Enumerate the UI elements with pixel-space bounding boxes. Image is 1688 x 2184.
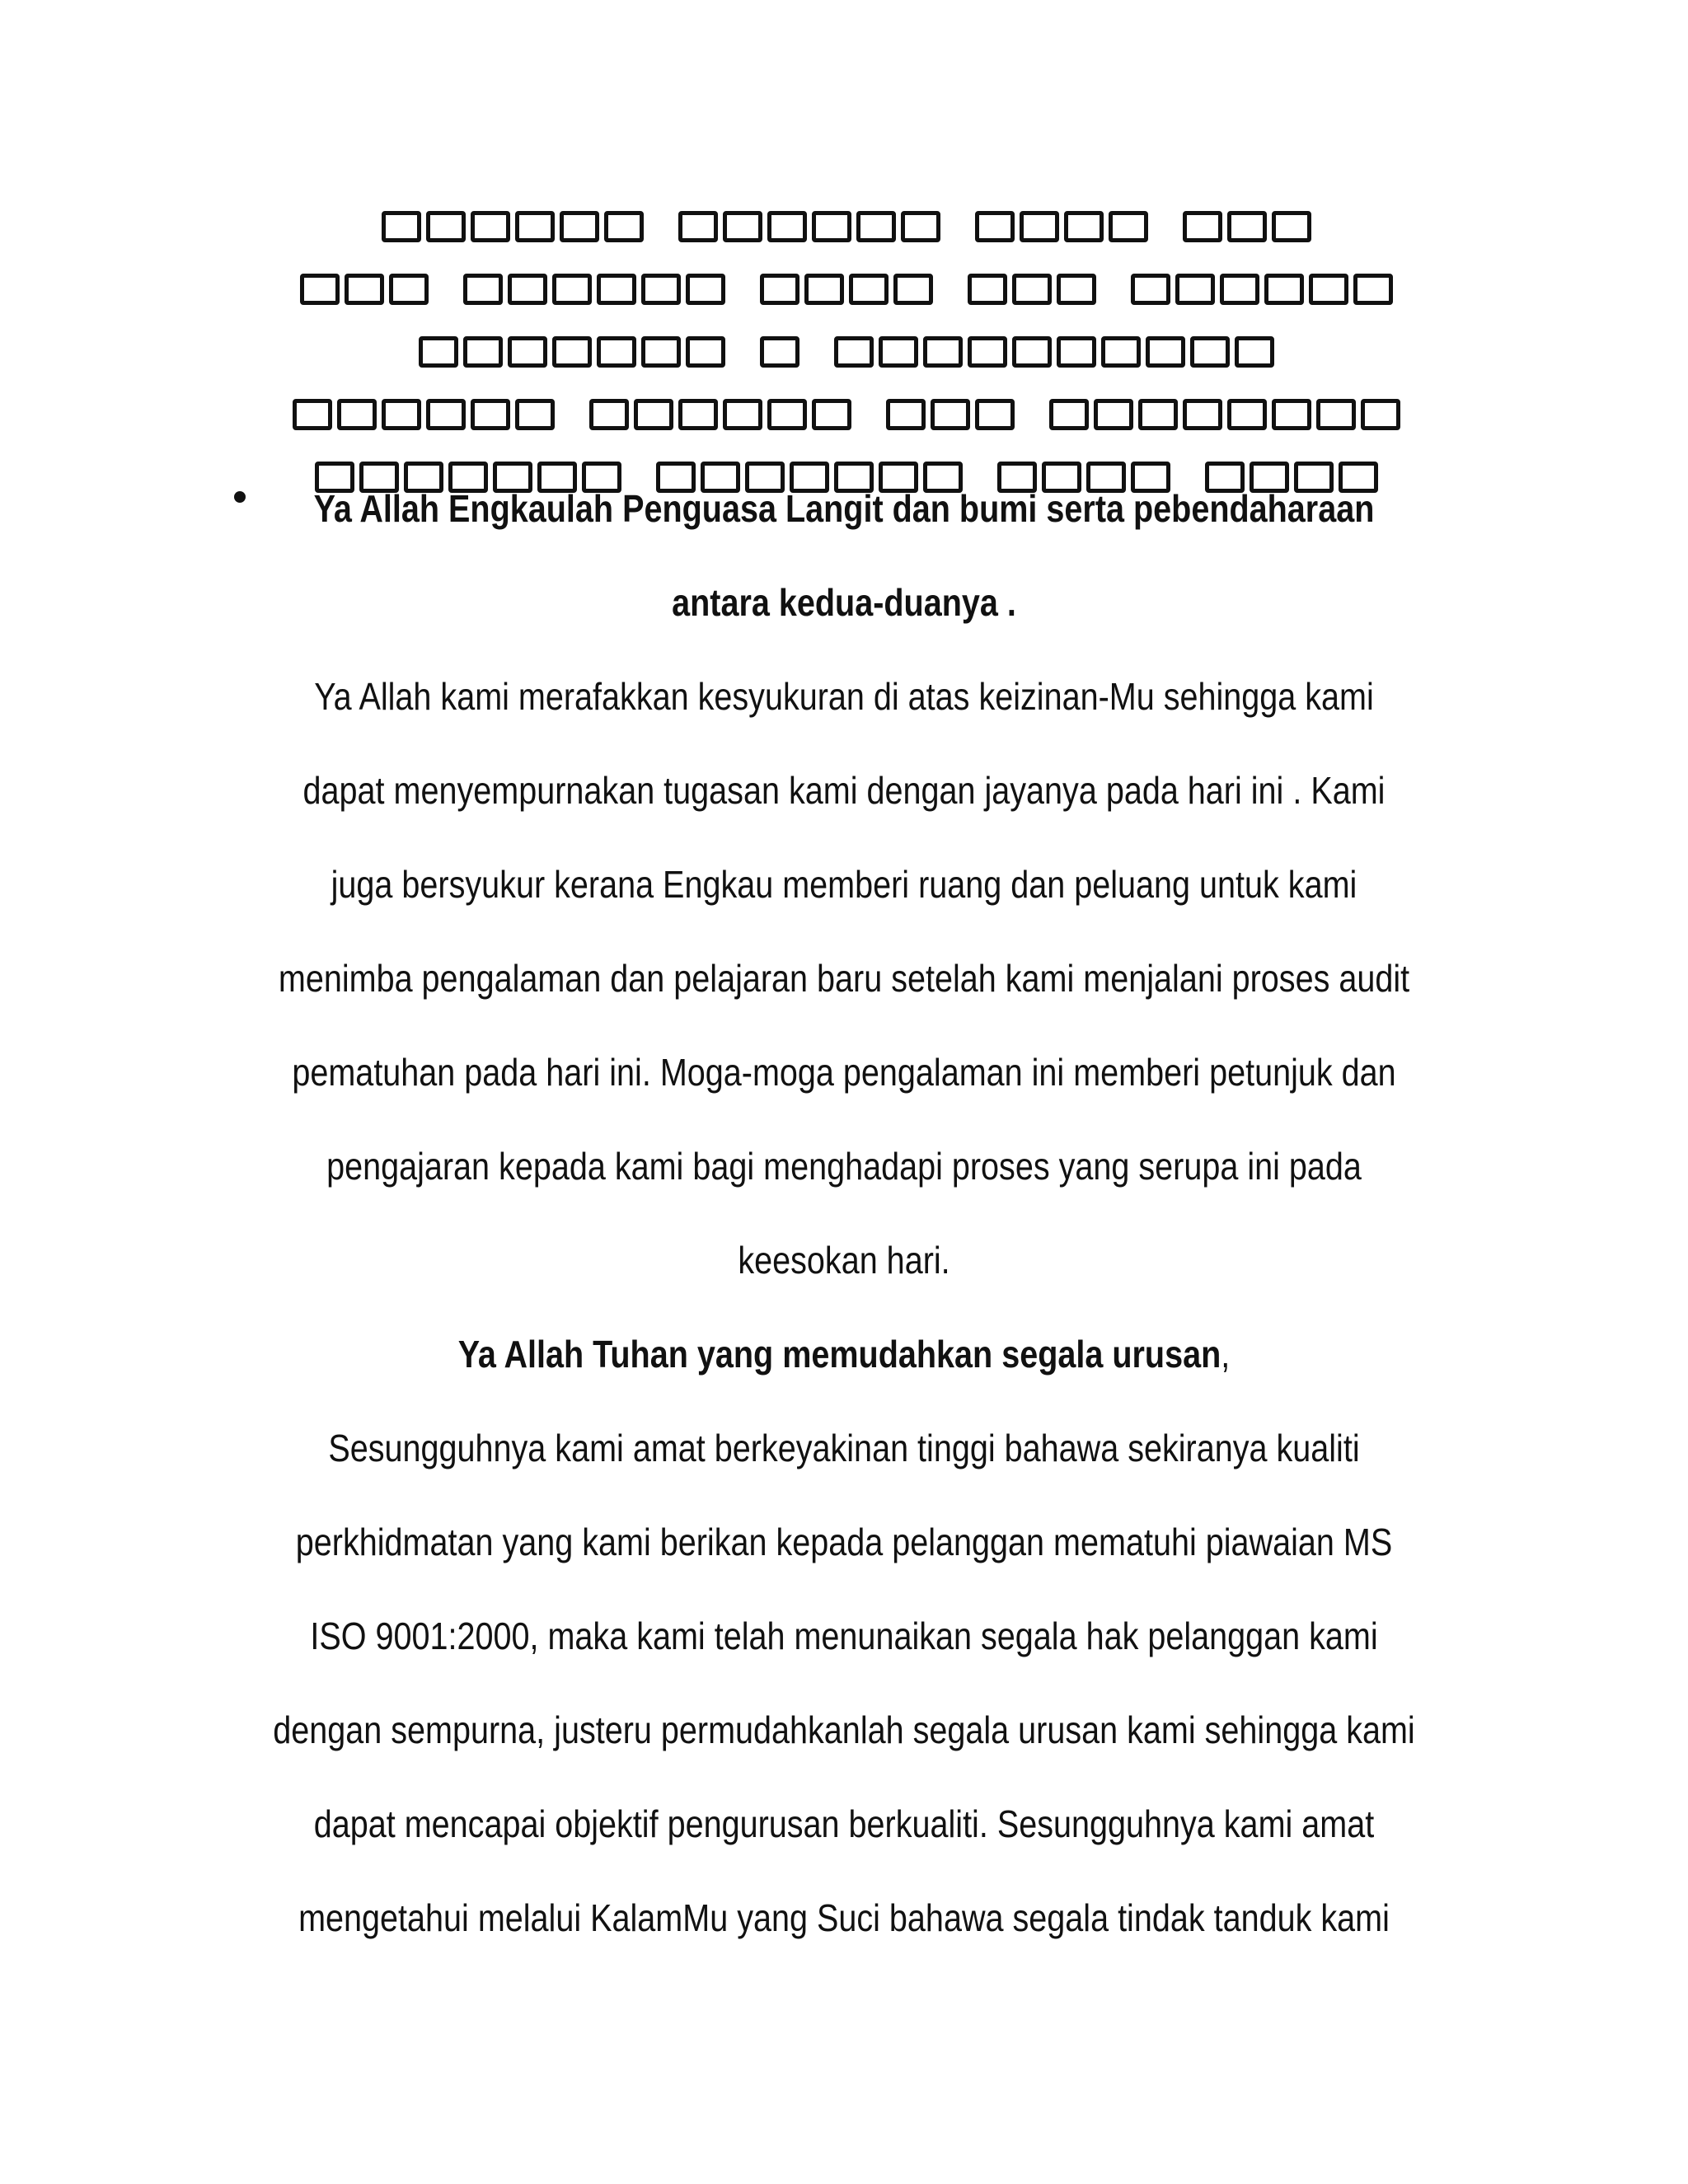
- missing-glyph-box: [1227, 211, 1267, 242]
- glyph-word: [419, 336, 730, 368]
- glyph-word: [300, 274, 434, 305]
- paragraph2-line: dengan sempurna, justeru permudahkanlah segala urusan kami sehingga kami: [273, 1708, 1415, 1751]
- missing-glyph-box: [560, 211, 599, 242]
- missing-glyph-box: [471, 399, 510, 430]
- paragraph2-line: Sesungguhnya kami amat berkeyakinan tinggi bahawa sekiranya kualiti: [328, 1427, 1360, 1469]
- missing-glyph-box: [552, 336, 592, 368]
- heading-line-1: Ya Allah Engkaulah Penguasa Langit dan bumi serta pebendaharaan: [313, 487, 1375, 530]
- missing-glyph-box: [1361, 399, 1400, 430]
- missing-glyph-box: [1264, 274, 1304, 305]
- missing-glyph-box: [931, 399, 970, 430]
- glyph-word: [1131, 274, 1398, 305]
- missing-glyph-box: [760, 336, 799, 368]
- missing-glyph-box: [1227, 399, 1267, 430]
- missing-glyph-box: [426, 399, 466, 430]
- missing-glyph-box: [901, 211, 940, 242]
- missing-glyph-box: [597, 274, 636, 305]
- glyph-line-2: [239, 260, 1459, 318]
- missing-glyph-box: [508, 274, 547, 305]
- missing-glyph-box: [515, 211, 555, 242]
- missing-glyph-box: [723, 399, 762, 430]
- missing-glyph-box: [1131, 274, 1170, 305]
- glyph-word: [975, 211, 1153, 242]
- missing-glyph-box: [1272, 399, 1311, 430]
- missing-glyph-box: [812, 399, 851, 430]
- missing-glyph-box: [597, 336, 636, 368]
- paragraph1-line: dapat menyempurnakan tugasan kami dengan jayanya pada hari ini . Kami: [302, 769, 1386, 812]
- missing-glyph-box: [1146, 336, 1185, 368]
- glyph-line-1: [239, 198, 1459, 255]
- missing-glyph-box: [382, 211, 421, 242]
- glyph-word: [463, 274, 730, 305]
- unrendered-script-heading: [239, 198, 1459, 511]
- glyph-word: [589, 399, 856, 430]
- missing-glyph-box: [382, 399, 421, 430]
- missing-glyph-box: [856, 211, 896, 242]
- missing-glyph-box: [463, 336, 503, 368]
- paragraph2-line: ISO 9001:2000, maka kami telah menunaikan segala hak pelanggan kami: [310, 1615, 1378, 1657]
- glyph-word: [760, 336, 804, 368]
- missing-glyph-box: [1049, 399, 1089, 430]
- paragraph1-line: juga bersyukur kerana Engkau memberi ruang dan peluang untuk kami: [331, 863, 1357, 906]
- missing-glyph-box: [879, 336, 918, 368]
- missing-glyph-box: [723, 211, 762, 242]
- missing-glyph-box: [1353, 274, 1393, 305]
- glyph-word: [1049, 399, 1405, 430]
- missing-glyph-box: [604, 211, 644, 242]
- missing-glyph-box: [1316, 399, 1356, 430]
- missing-glyph-box: [678, 211, 718, 242]
- missing-glyph-box: [389, 274, 429, 305]
- missing-glyph-box: [767, 399, 807, 430]
- glyph-line-3: [239, 323, 1459, 381]
- missing-glyph-box: [1190, 336, 1230, 368]
- glyph-word: [678, 211, 945, 242]
- subheading-bold: Ya Allah Tuhan yang memudahkan segala urusan: [457, 1333, 1221, 1376]
- glyph-word: [293, 399, 560, 430]
- missing-glyph-box: [463, 274, 503, 305]
- paragraph1-line: menimba pengalaman dan pelajaran baru setelah kami menjalani proses audit: [278, 957, 1410, 1000]
- glyph-line-4: [239, 386, 1459, 443]
- missing-glyph-box: [641, 274, 681, 305]
- missing-glyph-box: [968, 274, 1007, 305]
- missing-glyph-box: [849, 274, 889, 305]
- heading-line-2: antara kedua-duanya .: [672, 581, 1016, 624]
- missing-glyph-box: [1109, 211, 1148, 242]
- missing-glyph-box: [968, 336, 1007, 368]
- paragraph1-line: pengajaran kepada kami bagi menghadapi proses yang serupa ini pada: [326, 1145, 1362, 1188]
- missing-glyph-box: [1012, 336, 1052, 368]
- missing-glyph-box: [1309, 274, 1348, 305]
- missing-glyph-box: [508, 336, 547, 368]
- glyph-word: [382, 211, 649, 242]
- missing-glyph-box: [893, 274, 933, 305]
- missing-glyph-box: [471, 211, 510, 242]
- subheading-suffix: ,: [1221, 1333, 1231, 1376]
- missing-glyph-box: [1235, 336, 1274, 368]
- glyph-word: [886, 399, 1020, 430]
- paragraph1-line: keesokan hari.: [738, 1239, 950, 1282]
- missing-glyph-box: [886, 399, 926, 430]
- paragraph1-line: pematuhan pada hari ini. Moga-moga pengalaman ini memberi petunjuk dan: [292, 1051, 1396, 1094]
- missing-glyph-box: [1101, 336, 1141, 368]
- missing-glyph-box: [345, 274, 384, 305]
- missing-glyph-box: [552, 274, 592, 305]
- missing-glyph-box: [975, 211, 1015, 242]
- missing-glyph-box: [1057, 336, 1096, 368]
- missing-glyph-box: [589, 399, 629, 430]
- missing-glyph-box: [767, 211, 807, 242]
- missing-glyph-box: [1183, 399, 1222, 430]
- missing-glyph-box: [678, 399, 718, 430]
- missing-glyph-box: [686, 274, 725, 305]
- missing-glyph-box: [337, 399, 377, 430]
- missing-glyph-box: [1183, 211, 1222, 242]
- missing-glyph-box: [419, 336, 458, 368]
- missing-glyph-box: [812, 211, 851, 242]
- missing-glyph-box: [1220, 274, 1259, 305]
- subheading: [118, 1332, 1569, 1376]
- glyph-word: [834, 336, 1279, 368]
- paragraph2-line: dapat mencapai objektif pengurusan berkualiti. Sesungguhnya kami amat: [313, 1802, 1375, 1845]
- missing-glyph-box: [1012, 274, 1052, 305]
- missing-glyph-box: [975, 399, 1015, 430]
- missing-glyph-box: [804, 274, 844, 305]
- missing-glyph-box: [1138, 399, 1178, 430]
- paragraph1-line: Ya Allah kami merafakkan kesyukuran di atas keizinan-Mu sehingga kami: [314, 675, 1374, 718]
- missing-glyph-box: [1020, 211, 1059, 242]
- missing-glyph-box: [515, 399, 555, 430]
- missing-glyph-box: [1175, 274, 1215, 305]
- missing-glyph-box: [634, 399, 673, 430]
- paragraph2-line: mengetahui melalui KalamMu yang Suci bahawa segala tindak tanduk kami: [298, 1896, 1390, 1939]
- missing-glyph-box: [293, 399, 332, 430]
- missing-glyph-box: [641, 336, 681, 368]
- paragraph2-line: perkhidmatan yang kami berikan kepada pelanggan mematuhi piawaian MS: [295, 1521, 1393, 1563]
- missing-glyph-box: [300, 274, 340, 305]
- glyph-word: [968, 274, 1101, 305]
- missing-glyph-box: [1094, 399, 1133, 430]
- glyph-word: [760, 274, 938, 305]
- missing-glyph-box: [1272, 211, 1311, 242]
- glyph-word: [1183, 211, 1316, 242]
- missing-glyph-box: [834, 336, 874, 368]
- missing-glyph-box: [1057, 274, 1096, 305]
- missing-glyph-box: [760, 274, 799, 305]
- missing-glyph-box: [426, 211, 466, 242]
- missing-glyph-box: [923, 336, 963, 368]
- missing-glyph-box: [1064, 211, 1104, 242]
- missing-glyph-box: [686, 336, 725, 368]
